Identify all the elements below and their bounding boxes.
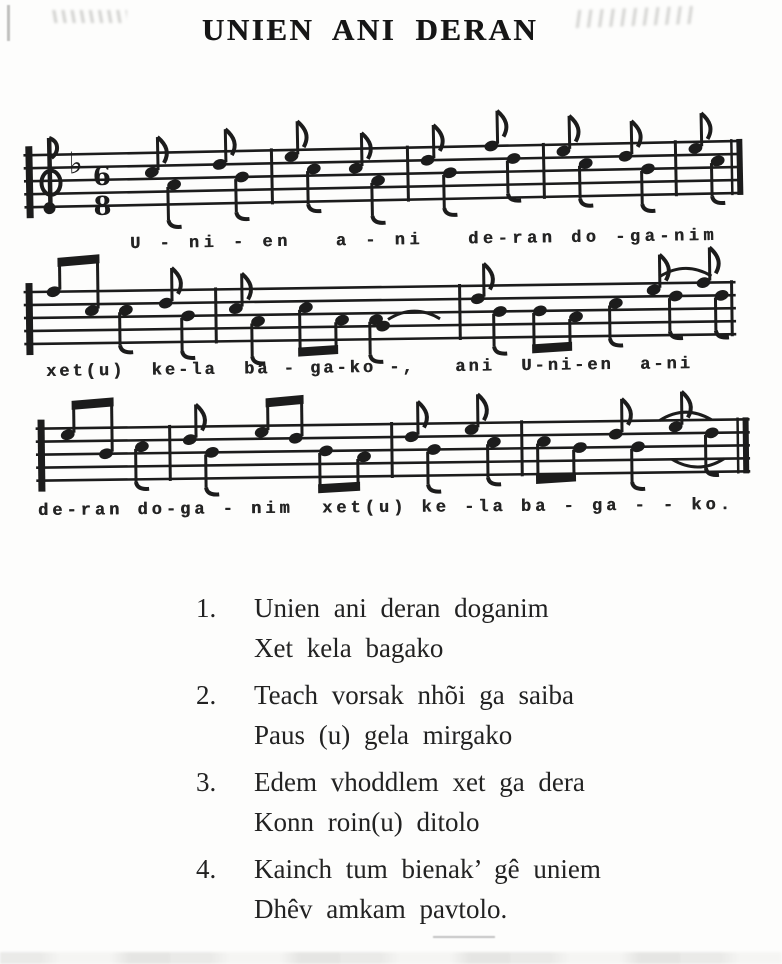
final-barline (738, 418, 739, 474)
beam (318, 482, 360, 494)
note-stem (711, 163, 712, 196)
verse-line: Teach vorsak nhõi ga saiba (254, 680, 575, 710)
time-signature: 8 (93, 191, 112, 223)
scan-smudge-top-left (52, 10, 127, 23)
scan-smudge-top-right (575, 6, 694, 28)
note-stem (300, 310, 301, 352)
note-stem (701, 113, 702, 146)
verse-line: Dhêv amkam pavtolo. (254, 894, 508, 924)
note-flag (120, 345, 133, 352)
note-stem (372, 183, 373, 216)
note-stem (168, 187, 169, 220)
note-flag (610, 338, 623, 345)
verse-item-2 (196, 675, 696, 755)
staff-line (24, 295, 736, 305)
note-stem (631, 121, 632, 154)
staff-line (23, 141, 741, 155)
note-stem (433, 125, 434, 158)
final-barline (743, 417, 750, 473)
barline (392, 422, 393, 478)
note-stem (507, 161, 508, 194)
barline (522, 420, 523, 476)
beam (266, 395, 304, 407)
verse-list (196, 588, 696, 936)
note-stem (444, 175, 445, 208)
note-flag (712, 196, 725, 203)
beam (57, 254, 99, 267)
verse-line: Paus (u) gela mirgako (254, 720, 513, 750)
note-stem (112, 403, 113, 451)
treble-clef (43, 202, 55, 214)
note-flag (236, 212, 249, 219)
note-flag (168, 220, 181, 227)
note-stem (236, 179, 237, 212)
barline (170, 425, 171, 481)
verse-item-4 (196, 849, 696, 929)
final-barline (736, 139, 743, 195)
verse-line: Xet kela bagako (254, 633, 444, 663)
barline (543, 143, 544, 199)
note-stem (579, 166, 580, 199)
note-flag (494, 346, 507, 353)
verse-line: Konn roin(u) ditolo (254, 807, 480, 837)
note-flag (206, 487, 219, 494)
note-stem (297, 121, 298, 154)
time-signature: 6 (92, 161, 112, 193)
barline (216, 287, 217, 343)
barline (675, 140, 676, 196)
note-flag (632, 482, 645, 489)
lyric-line-1: U - ni - en a - ni de-ran do -ga-nim (129, 226, 719, 255)
verse-line: Kainch tum bienak’ gê uniem (254, 854, 601, 884)
note-flag (488, 477, 501, 484)
verse-line: Edem vhoddlem xet ga dera (254, 767, 585, 797)
verse-item-1 (196, 588, 696, 668)
scan-mark-bottom (433, 936, 495, 938)
staff-line (24, 154, 742, 168)
verse-number: 3. (196, 767, 217, 797)
staff-line (24, 193, 742, 207)
verse-item-3 (196, 762, 696, 842)
barline (460, 284, 461, 340)
note-flag (642, 204, 655, 211)
treble-clef (49, 138, 50, 208)
beam (298, 345, 338, 357)
note-flag (428, 484, 441, 491)
verse-number: 2. (196, 680, 217, 710)
page-title: UNIEN ANI DERAN (201, 12, 539, 47)
note-flag (136, 482, 149, 489)
note-stem (225, 129, 226, 162)
note-flag (182, 351, 195, 358)
system-barline (25, 283, 33, 355)
lyric-line-2: xet(u) ke-la ba - ga-ko -, ani U-ni-en a-ni (45, 355, 693, 382)
system-barline (25, 146, 33, 218)
scan-band-bottom (0, 952, 782, 964)
note-flag (372, 216, 385, 223)
scan-edge-mark (7, 5, 10, 41)
flat-sign: ♭ (68, 146, 84, 182)
note-flag (444, 208, 457, 215)
staff-line (24, 334, 736, 344)
note-stem (361, 133, 362, 166)
final-barline (731, 139, 732, 195)
note-stem (497, 111, 498, 144)
barline (271, 148, 272, 204)
note-stem (97, 260, 98, 308)
staff-line (24, 282, 736, 292)
verse-line: Unien ani deran doganim (254, 593, 549, 623)
note-stem (157, 137, 158, 170)
verse-number: 4. (196, 854, 217, 884)
barline (732, 280, 733, 336)
system-barline (38, 420, 46, 492)
beam (532, 342, 572, 354)
barline (407, 146, 408, 202)
note-flag (308, 204, 321, 211)
note-flag (580, 199, 593, 206)
note-stem (569, 116, 570, 149)
note-stem (308, 171, 309, 204)
verse-number: 1. (196, 593, 217, 623)
note-stem (642, 171, 643, 204)
beam (72, 397, 114, 410)
lyric-line-3: de-ran do-ga - nim xet(u) ke -la ba - ga - - ko. (37, 495, 734, 522)
